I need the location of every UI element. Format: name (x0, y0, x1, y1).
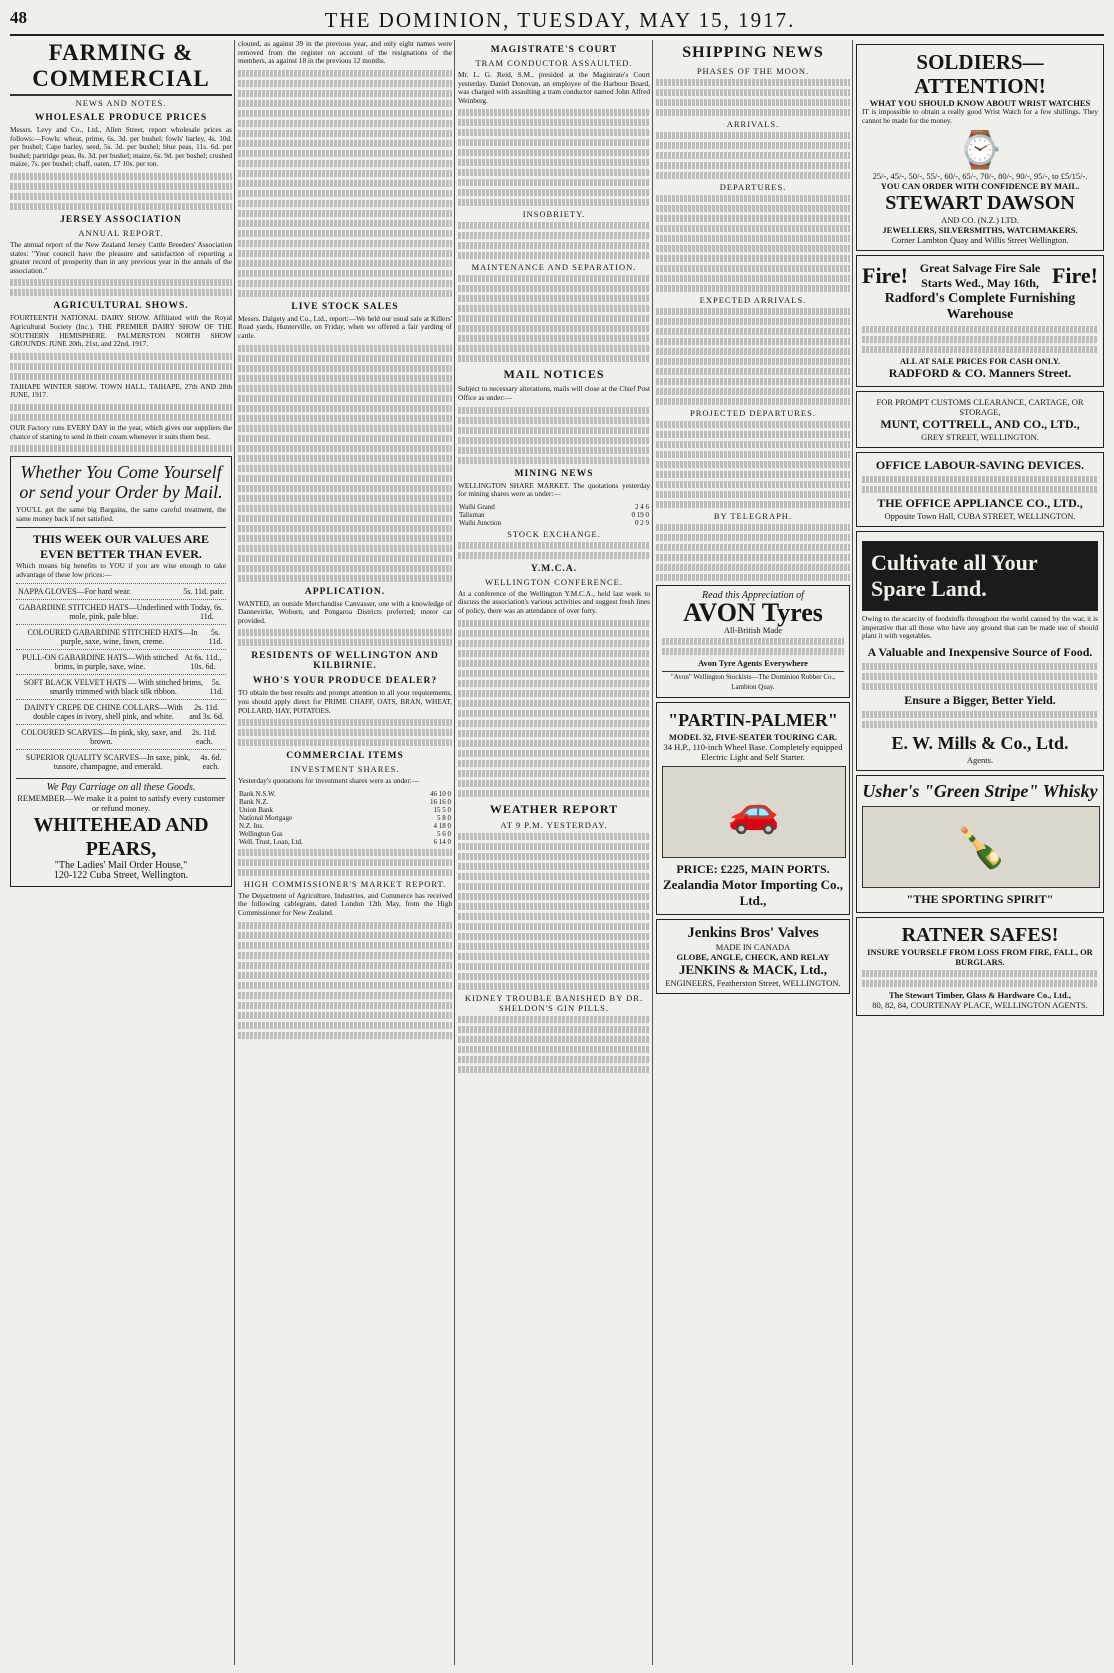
kidney-heading: KIDNEY TROUBLE BANISHED BY DR. SHELDON'S GIN PILLS. (464, 992, 644, 1013)
ensure-heading: Ensure a Bigger, Better Yield. (904, 692, 1056, 707)
whitehead-brand: WHITEHEAD AND PEARS, (33, 814, 209, 861)
shipping-heading: SHIPPING NEWS (682, 44, 824, 61)
ratner-heading: RATNER SAFES! (901, 923, 1059, 946)
mail-text: Subject to necessary alterations, mails will close at the Chief Post Office as under:— (458, 384, 650, 402)
valuable-heading: A Valuable and Inexpensive Source of Food. (867, 644, 1093, 659)
highcommission-heading: HIGH COMMISSIONER'S MARKET REPORT. (243, 878, 447, 889)
partin-palmer-ad (656, 702, 850, 915)
jenkins-valves-ad (656, 919, 850, 994)
tram-text: Mr. L. G. Reid, S.M., presided at the Magistrate's Court yesterday. Daniel Donovan, an employee of the Harbour Board, was charged with assaulting a tram conductor named John Alfred Weinberg. (458, 70, 650, 105)
ushers-ad (856, 775, 1104, 913)
departures-heading: DEPARTURES. (719, 182, 787, 192)
jenkins-made: MADE IN CANADA (715, 942, 791, 952)
avon-footer: "Avon" Wellington Stockists—The Dominion Rubber Co., Lambton Quay. (662, 671, 844, 692)
carriage-text: We Pay Carriage on all these Goods. (46, 782, 196, 794)
mail-order-ad (10, 456, 232, 887)
radford-heading: Radford's Complete Furnishing Warehouse (884, 291, 1076, 323)
insobriety-heading: INSOBRIETY. (522, 209, 586, 220)
mining-table (458, 503, 650, 527)
radford-footer: RADFORD & CO. Manners Street. (888, 366, 1072, 381)
maintenance-heading: MAINTENANCE AND SEPARATION. (471, 262, 637, 273)
fire-left: Fire! (862, 263, 909, 289)
mining-heading: MINING NEWS (514, 468, 594, 479)
farming-heading: FARMING & COMMERCIAL (10, 40, 232, 96)
telegraph-heading: BY TELEGRAPH. (713, 511, 793, 521)
table-row: Talisman 0 19 0 (459, 510, 649, 519)
column-court (458, 40, 650, 1667)
list-item: SOFT BLACK VELVET HATS — With stitched brims, smartly trimmed with black silk ribbon. 5s. 11d. (16, 674, 226, 699)
ymca-text: At a conference of the Wellington Y.M.C.A., held last week to discuss the association's various activities and suggest fresh lines of policy, there was an attendance of over forty. (458, 588, 650, 615)
application-heading: APPLICATION. (304, 586, 386, 597)
price-list (16, 583, 226, 774)
partin-heading: "PARTIN-PALMER" (668, 710, 838, 730)
residents-heading: RESIDENTS OF WELLINGTON AND KILBIRNIE. (251, 651, 439, 672)
jersey-heading: JERSEY ASSOCIATION (60, 214, 182, 225)
ratner-safes-ad (856, 917, 1104, 1016)
avon-sub: All-British Made (723, 625, 783, 635)
column-rule (234, 40, 235, 1665)
values-sub: Which means big benefits to YOU if you are wise enough to take advantage of these low prices:— (16, 561, 226, 579)
car-illustration-icon: 🚗 (662, 766, 846, 858)
avon-agents: Avon Tyre Agents Everywhere (698, 658, 808, 668)
fire-sale: Great Salvage Fire Sale (919, 261, 1041, 276)
column-rule (454, 40, 455, 1665)
radford-text: ALL AT SALE PRICES FOR CASH ONLY. (899, 356, 1061, 367)
munt-address: GREY STREET, WELLINGTON. (921, 432, 1039, 443)
ymca-sub: WELLINGTON CONFERENCE. (485, 576, 623, 587)
munt-name: MUNT, COTTRELL, AND CO., LTD., (880, 417, 1080, 432)
list-item: COLOURED SCARVES—In pink, sky, saxe, and brown. 2s. 11d. each. (16, 724, 226, 749)
remember-text: REMEMBER—We make it a point to satisfy every customer or refund money. (17, 793, 225, 814)
column-rule (852, 40, 853, 1665)
column-farming (10, 40, 232, 1667)
avon-tyres-ad (656, 585, 850, 698)
table-row: Bank N.S.W. 46 10 0 (239, 789, 451, 798)
office-heading: OFFICE LABOUR-SAVING DEVICES. (875, 458, 1085, 473)
continued-text: clouted, as against 39 in the previous year, and only eight names were removed from the register on account of the resignations of the members, as against 18 in the previous 12 months. (238, 40, 452, 66)
expected-heading: EXPECTED ARRIVALS. (699, 295, 807, 305)
cultivate-heading: Cultivate all Your Spare Land. (862, 541, 1098, 611)
shipping-sub: PHASES OF THE MOON. (696, 66, 810, 76)
list-item: GABARDINE STITCHED HATS—Underlined with mole, pink, pale blue. Today, 6s. 11d. (16, 599, 226, 624)
ratner-footer: The Stewart Timber, Glass & Hardware Co., Ltd., (889, 989, 1071, 1000)
mills-agents: Agents. (966, 754, 994, 765)
mail-order-text: YOU'LL get the same big Bargains, the same careful treatment, the same money back if not satisfied. (16, 505, 226, 523)
soldiers-text: IT is impossible to obtain a really good Wrist Watch for a few shillings. They cannot be made for the money. (862, 107, 1098, 125)
tram-heading: TRAM CONDUCTOR ASSAULTED. (475, 58, 633, 68)
jersey-text: The annual report of the New Zealand Jersey Cattle Breeders' Association states: "Your council have the pleasure and satisfaction of reporting a greater record of prosperity than in any previous year in the annals of the association." (10, 239, 232, 275)
table-row: National Mortgage 5 8 0 (239, 813, 451, 822)
commercial-heading: COMMERCIAL ITEMS (286, 751, 404, 762)
livestock-text: Messrs. Dalgety and Co., Ltd., report:—We held our usual sale at Killers' Road yards, Hunterville, on Friday, when we offered a fair yarding of cattle. (238, 313, 452, 340)
soldiers-prices: 25/-, 45/-, 50/-, 55/-, 60/-, 65/-, 70/-, 80/-, 90/-, 95/-, to £5/15/-. (872, 171, 1088, 182)
table-row: Waihi Grand 2 4 6 (459, 502, 649, 511)
list-item: DAINTY CREPE DE CHINE COLLARS—With double capes in ivory, shell pink, and white. 2s. 11d. and 3s. 6d. (16, 699, 226, 724)
wrist-watch-icon: ⌚ (957, 130, 1003, 171)
table-row: Well. Trust, Loan, Ltd. 6 14 0 (239, 837, 451, 846)
agri-heading: AGRICULTURAL SHOWS. (53, 301, 189, 312)
mills-heading: E. W. Mills & Co., Ltd. (891, 732, 1069, 753)
column-ads (856, 40, 1104, 1667)
office-address: Opposite Town Hall, CUBA STREET, WELLINGTON. (884, 511, 1076, 522)
jenkins-engineers: ENGINEERS, Featherston Street, WELLINGTON. (665, 978, 841, 988)
table-row: Wellington Gas 5 6 0 (239, 829, 451, 838)
highcommission-text: The Department of Agriculture, Industries, and Commerce has received the following cablegram, dated London 12th May, from the High Commissioner for New Zealand. (238, 890, 452, 917)
ushers-heading: Usher's "Green Stripe" Whisky (862, 780, 1098, 801)
stewart-address: Corner Lambton Quay and Willis Street Wellington. (891, 235, 1069, 246)
partin-desc: 34 H.P., 110-inch Wheel Base. Completely equipped Electric Light and Self Starter. (663, 742, 843, 762)
customs-text: FOR PROMPT CUSTOMS CLEARANCE, CARTAGE, OR STORAGE, (876, 397, 1084, 418)
soldiers-ad (856, 44, 1104, 251)
projected-heading: PROJECTED DEPARTURES. (690, 408, 816, 418)
jenkins-footer: JENKINS & MACK, Ltd., (678, 962, 828, 977)
stewart-sub: AND CO. (N.Z.) LTD. (941, 215, 1019, 226)
page-number: 48 (10, 8, 27, 27)
agri-text: FOURTEENTH NATIONAL DAIRY SHOW. Affiliated with the Royal Agricultural Society (Inc.). THE PREMIER DAIRY SHOW OF THE SOUTHERN HEMISPHERE. PALMERSTON NORTH SHOW GROUNDS. JUNE 20th, 21st, and 22nd, 1917. (10, 313, 232, 349)
weather-sub: AT 9 P.M. YESTERDAY. (500, 819, 608, 830)
jenkins-heading: Jenkins Bros' Valves (687, 925, 819, 941)
partin-footer: Zealandia Motor Importing Co., Ltd., (663, 877, 843, 908)
ratner-address: 80, 82, 84, COURTENAY PLACE, WELLINGTON AGENTS. (872, 999, 1088, 1010)
shares-table (238, 790, 452, 846)
values-heading: THIS WEEK OUR VALUES ARE EVEN BETTER THAN EVER. (32, 532, 210, 562)
brand-sub: "The Ladies' Mail Order House," (54, 860, 188, 872)
mail-order-heading: Whether You Come Yourself or send your Order by Mail. (19, 462, 223, 503)
brand-address: 120-122 Cuba Street, Wellington. (53, 870, 189, 882)
application-text: WANTED, an outside Merchandise Canvasser, one with a knowledge of Dannevirke, Woburn, and Pongaroa Districts preferred; motor car provided. (238, 598, 452, 625)
list-item: SUPERIOR QUALITY SCARVES—In saxe, pink, tussore, champagne, and emerald. 4s. 6d. each. (16, 749, 226, 774)
who-heading: WHO'S YOUR PRODUCE DEALER? (252, 676, 438, 687)
investment-text: Yesterday's quotations for investment shares were as under:— (238, 776, 420, 786)
column-rule (652, 40, 653, 1665)
fire-date: Starts Wed., May 16th, (921, 276, 1039, 291)
munt-cottrell-ad (856, 391, 1104, 448)
column-shipping (656, 40, 850, 1667)
livestock-heading: LIVE STOCK SALES (291, 301, 399, 312)
column-commercial (238, 40, 452, 1667)
investment-heading: INVESTMENT SHARES. (290, 764, 400, 775)
stewart-heading: STEWART DAWSON (885, 192, 1075, 215)
arrivals-heading: ARRIVALS. (726, 119, 780, 129)
office-devices-ad (856, 452, 1104, 527)
newspaper-title: THE DOMINION, TUESDAY, MAY 15, 1917. (324, 8, 796, 32)
stewart-trades: JEWELLERS, SILVERSMITHS, WATCHMAKERS. (882, 225, 1078, 236)
cultivate-ad (856, 531, 1104, 771)
weather-heading: WEATHER REPORT (489, 801, 619, 816)
table-row: Waihi Junction 0 2 9 (459, 518, 649, 527)
soldiers-sub: WHAT YOU SHOULD KNOW ABOUT WRIST WATCHES (869, 98, 1091, 108)
fire-sale-ad (856, 255, 1104, 387)
ushers-tag: "THE SPORTING SPIRIT" (906, 891, 1054, 906)
soldiers-confidence: YOU CAN ORDER WITH CONFIDENCE BY MAIL. (880, 181, 1080, 192)
mining-text: WELLINGTON SHARE MARKET. The quotations yesterday for mining shares were as under:— (458, 480, 650, 499)
cultivate-text: Owing to the scarcity of foodstuffs throughout the world caused by the war, it is imperative that all those who have any ground that can be made use of should plant it with vegetables. (862, 614, 1098, 641)
table-row: Union Bank 15 5 0 (239, 805, 451, 814)
news-heading: NEWS AND NOTES. (75, 98, 167, 108)
avon-brand: AVON Tyres (683, 598, 823, 627)
ymca-heading: Y.M.C.A. (530, 563, 578, 574)
avon-title: Read this Appreciation of (702, 590, 804, 601)
whisky-bottle-icon: 🍾 (862, 806, 1100, 888)
table-row: Bank N.Z. 16 16 0 (239, 797, 451, 806)
office-footer: THE OFFICE APPLIANCE CO., LTD., (877, 496, 1083, 511)
jersey-sub: ANNUAL REPORT. (78, 227, 164, 238)
who-text: TO obtain the best results and prompt attention to all your requirements, you should apply direct for PRIME CHAFF, OATS, BRAN, WHEAT, POLLARD, HAY, POTATOES. (238, 688, 452, 715)
magistrate-heading: MAGISTRATE'S COURT (490, 45, 618, 55)
butter-text: OUR Factory runs EVERY DAY in the year, which gives our suppliers the chance of starting to send in their cream whenever it suits them best. (10, 422, 232, 441)
partin-price: PRICE: £225, MAIN PORTS. (676, 862, 830, 876)
ratner-text: INSURE YOURSELF FROM LOSS FROM FIRE, FALL, OR BURGLARS. (867, 946, 1093, 967)
partin-model: MODEL 32, FIVE-SEATER TOURING CAR. (668, 732, 838, 742)
mail-heading: MAIL NOTICES (503, 367, 605, 382)
soldiers-heading: SOLDIERS—ATTENTION! (914, 50, 1046, 98)
stock-heading: STOCK EXCHANGE. (507, 528, 601, 539)
list-item: NAPPA GLOVES—For hard wear. 5s. 11d. pair. (16, 583, 226, 599)
fire-right: Fire! (1051, 263, 1098, 289)
list-item: COLOURED GABARDINE STITCHED HATS—In purple, saxe, wine, fawn, creme. 5s. 11d. (16, 624, 226, 649)
list-item: PULL-ON GABARDINE HATS—With stitched brims, in purple, saxe, wine. At 6s. 11d., 10s. 6d. (16, 649, 226, 674)
wholesale-heading: WHOLESALE PRODUCE PRICES (34, 113, 208, 123)
jenkins-types: GLOBE, ANGLE, CHECK, AND RELAY (676, 952, 830, 962)
table-row: N.Z. Ins. 4 18 0 (239, 821, 451, 830)
wholesale-text: Messrs. Levy and Co., Ltd., Allen Street, report wholesale prices as follows:—Fowls: wheat, prime, 6s. 3d. per bushel; fowls' barley, 4s. 10d. per bushel; Cape barley, seed, 5s. 3d. per bushel; blue peas, 11s. 6d. per bushel; partridge peas, 8s. 3d. per bushel; maize, 6s. 9d. per bushel; crushed maize, 7s. per bushel; chaff, oaten, £7 10s. per ton. (10, 125, 232, 169)
taihape-text: TAIHAPE WINTER SHOW. TOWN HALL. TAIHAPE, 27th AND 28th JUNE, 1917. (10, 381, 232, 400)
masthead (10, 4, 1104, 36)
